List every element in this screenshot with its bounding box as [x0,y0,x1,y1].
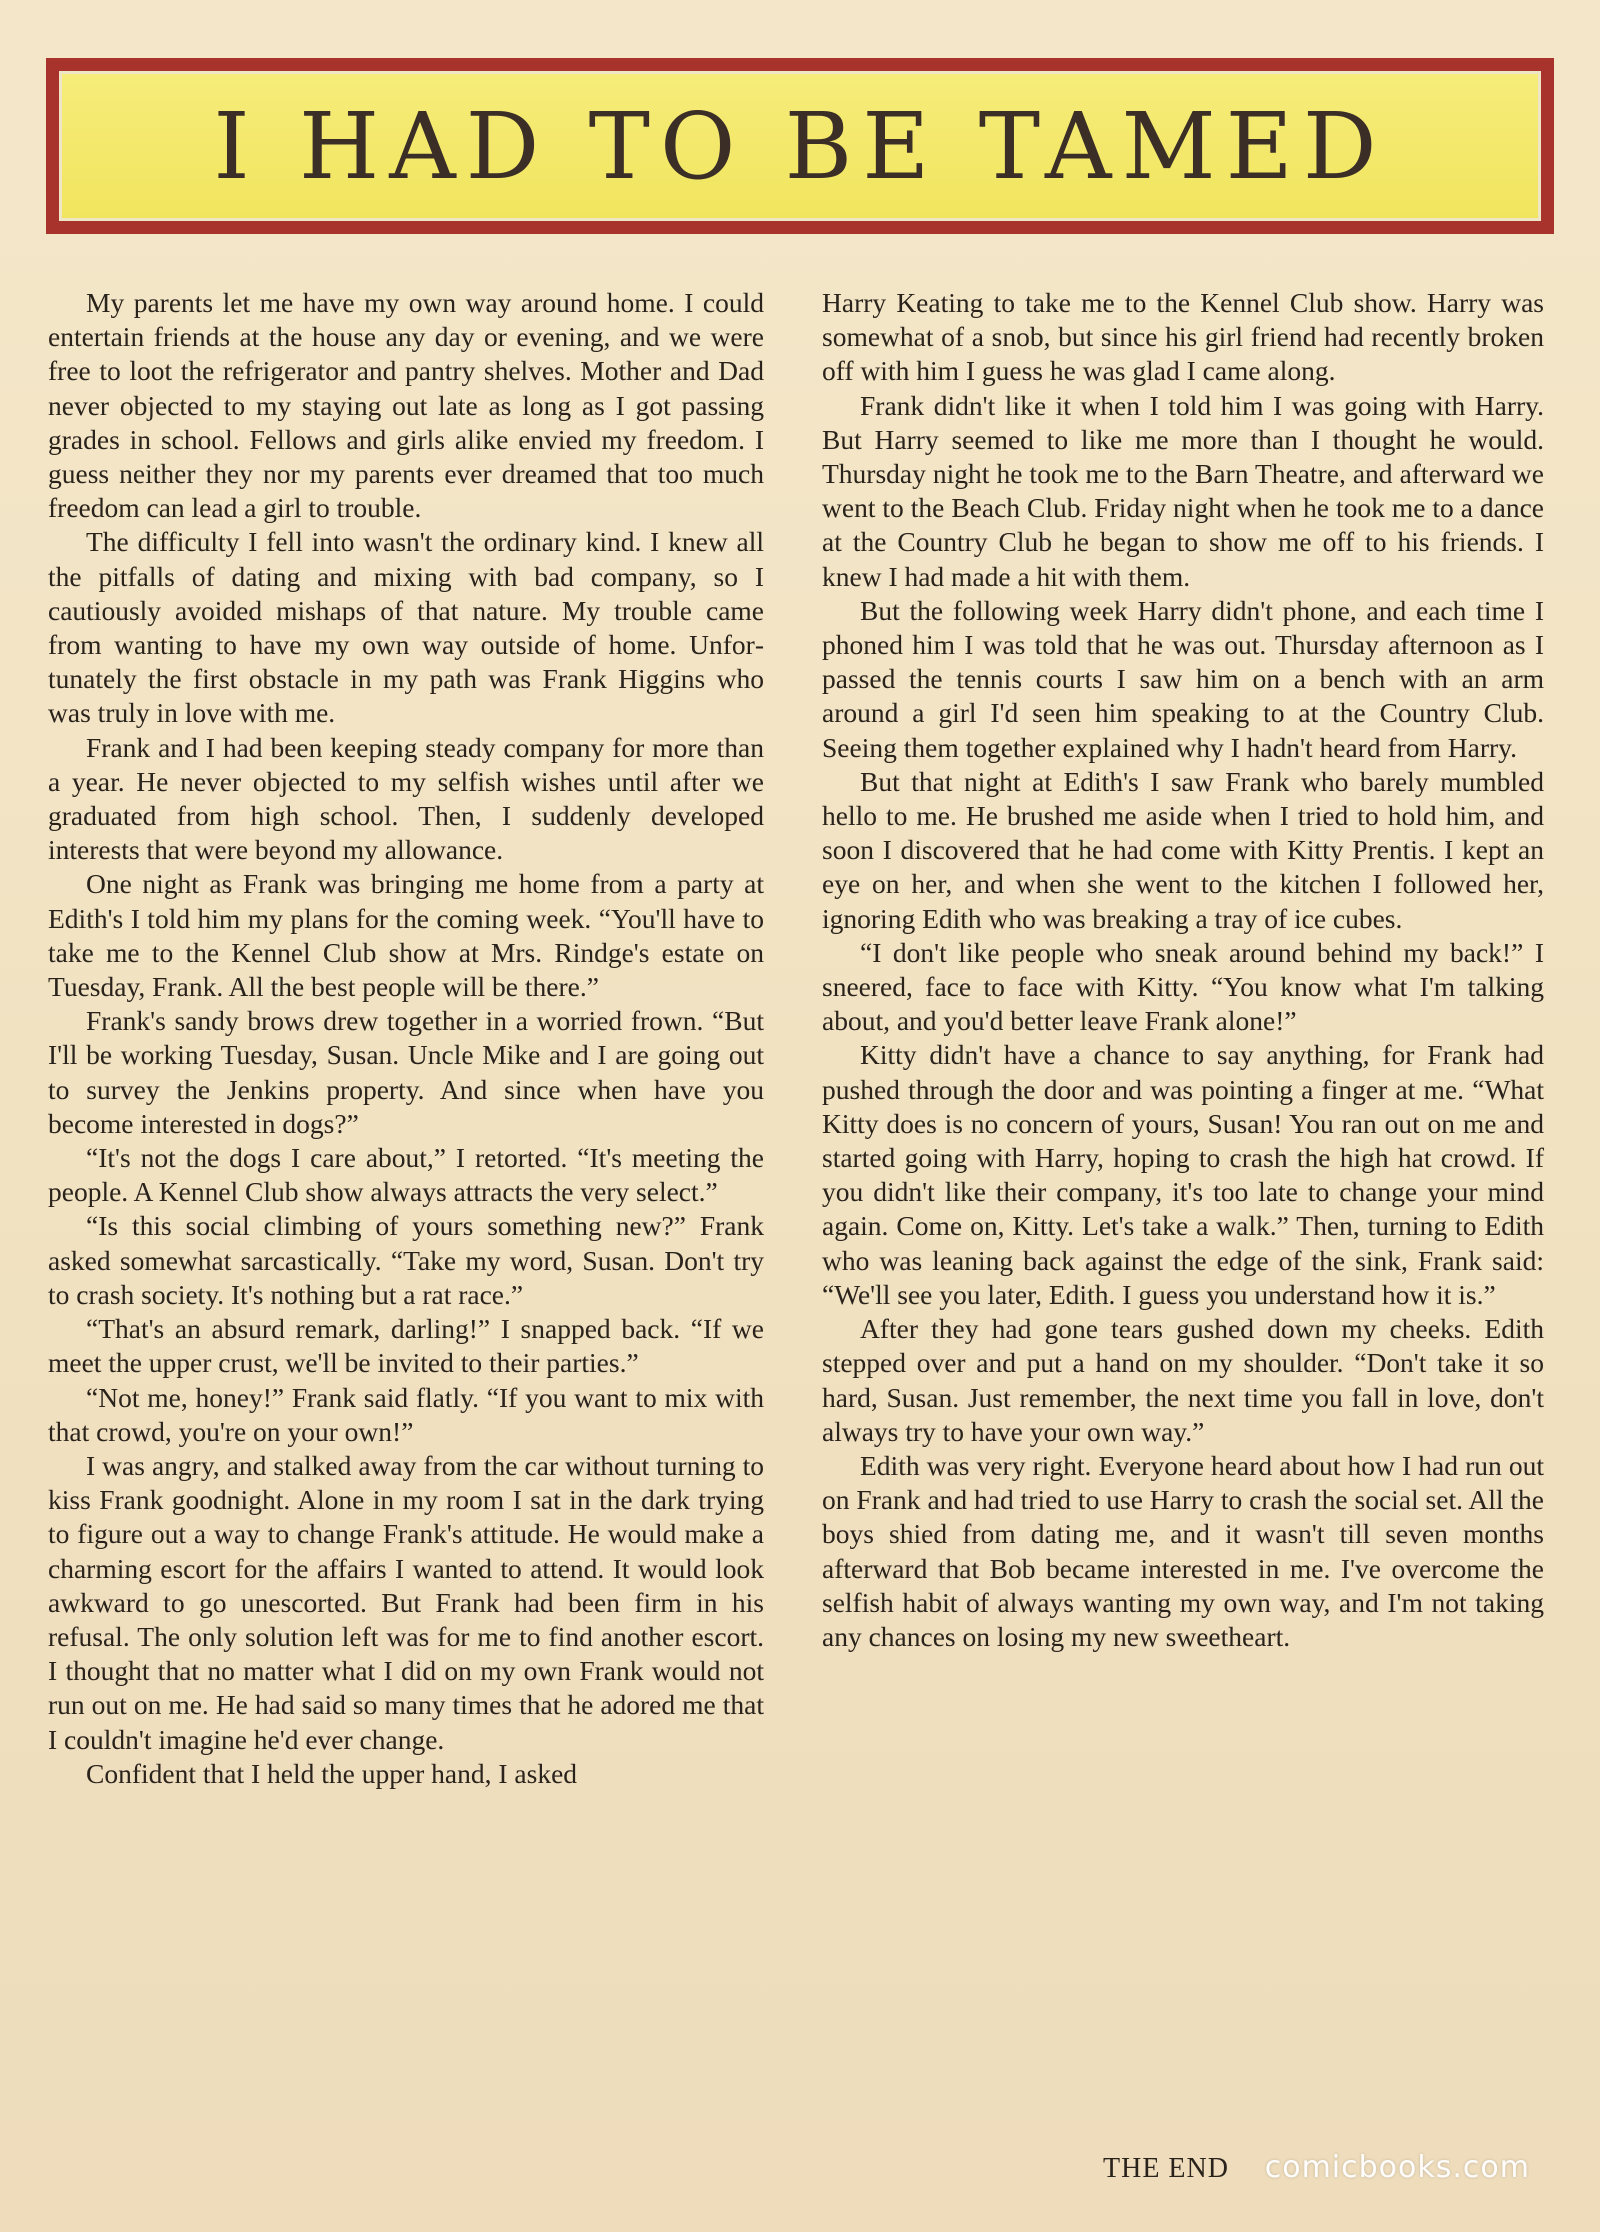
title-banner [46,58,1554,234]
paragraph: Kitty didn't have a chance to say anything, for Frank had pushed through the door and was pointing a finger at me. “What Kitty does is no concern of yours, Susan! You ran out on me and started going with Harry, hoping to crash the high hat crowd. If you didn't like their company, it's too late to change your mind again. Come on, Kitty. Let's take a walk.” Then, turning to Edith who was leaning back against the edge of the sink, Frank said: “We'll see you later, Edith. I guess you understand how it is.” [822,1039,1544,1310]
paragraph: Frank's sandy brows drew together in a worried frown. “But I'll be working Tuesday, Susan. Uncle Mike and I are going out to survey the Jenkins property. And since when have you become interested in dogs?” [48,1005,764,1139]
story-title: I HAD TO BE TAMED [213,92,1387,200]
paragraph: One night as Frank was bringing me home from a party at Edith's I told him my plans for the coming week. “You'll have to take me to the Kennel Club show at Mrs. Rindge's estate on Tuesday, Frank. All the best people will be there.” [48,868,764,1003]
paragraph: “It's not the dogs I care about,” I retorted. “It's meeting the people. A Kennel Club show always attracts the very select.” [48,1142,764,1208]
right-column [822,286,1544,1654]
paragraph: “I don't like people who sneak around behind my back!” I sneered, face to face with Kitty. “You know what I'm talking about, and you'd better leave Frank alone!” [822,936,1544,1037]
paragraph: Edith was very right. Everyone heard about how I had run out on Frank and had tried to use Harry to crash the social set. All the boys shied from dating me, and it wasn't till seven months afterward that Bob became interested in me. I've overcome the selfish habit of always wanting my own way, and I'm not taking any chances on losing my new sweetheart. [822,1449,1544,1652]
paragraph: Confident that I held the upper hand, I asked [86,1757,578,1789]
watermark: comicbooks.com [1264,2150,1530,2185]
paragraph: I was angry, and stalked away from the car without turning to kiss Frank goodnight. Alone in my room I sat in the dark trying to figure out a way to change Frank's attitude. He would make a charming escort for the affairs I wanted to attend. It would look awkward to go unescorted. But Frank had been firm in his refusal. The only solution left was for me to find another escort. I thought that no matter what I did on my own Frank would not run out on me. He had said so many times that he adored me that I couldn't imagine he'd ever change. [48,1449,764,1755]
paragraph: Harry Keating to take me to the Kennel Club show. Harry was somewhat of a snob, but since his girl friend had recently broken off with him I guess he was glad I came along. [822,287,1544,387]
paragraph: “That's an absurd remark, darling!” I snapped back. “If we meet the upper crust, we'll be invited to their parties.” [48,1313,764,1379]
paragraph: “Not me, honey!” Frank said flatly. “If you want to mix with that crowd, you're on your own!” [48,1381,764,1447]
paragraph: The difficulty I fell into wasn't the ordinary kind. I knew all the pitfalls of dating and mixing with bad company, so I cautiously avoided mishaps of that nature. My trouble came from wanting to have my own way outside of home. Unfortunately the first obstacle in my path was Frank Higgins who was truly in love with me. [48,526,764,729]
paragraph: But that night at Edith's I saw Frank who barely mumbled hello to me. He brushed me aside when I tried to hold him, and soon I discovered that he had come with Kitty Prentis. I kept an eye on her, and when she went to the kitchen I followed her, ignoring Edith who was breaking a tray of ice cubes. [822,765,1544,934]
paragraph: But the following week Harry didn't phone, and each time I phoned him I was told that he was out. Thursday afternoon as I passed the tennis courts I saw him on a bench with an arm around a girl I'd seen him speaking to at the Country Club. Seeing them together explained why I hadn't heard from Harry. [822,594,1544,763]
the-end-label: THE END [1103,2153,1229,2184]
title-banner-inner [59,71,1541,221]
paragraph: “Is this social climbing of yours something new?” Frank asked somewhat sarcastically. “Take my word, Susan. Don't try to crash society. It's nothing but a rat race.” [48,1210,764,1310]
paragraph: After they had gone tears gushed down my cheeks. Edith stepped over and put a hand on my shoulder. “Don't take it so hard, Susan. Just remember, the next time you fall in love, don't always try to have your own way.” [822,1313,1544,1447]
left-column [48,286,764,1791]
paragraph: My parents let me have my own way around home. I could entertain friends at the house any day or evening, and we were free to loot the refrigerator and pantry shelves. Mother and Dad never objected to my staying out late as long as I got passing grades in school. Fellows and girls alike envied my freedom. I guess neither they nor my parents ever dreamed that too much freedom can lead a girl to trouble. [48,287,764,524]
paragraph: Frank didn't like it when I told him I was going with Harry. But Harry seemed to like me more than I thought he would. Thursday night he took me to the Barn Theatre, and afterward we went to the Beach Club. Friday night when he took me to a dance at the Country Club he began to show me off to his friends. I knew I had made a hit with them. [822,389,1544,592]
paragraph: Frank and I had been keeping steady company for more than a year. He never objected to my selfish wishes until after we graduated from high school. Then, I suddenly developed interests that were beyond my allowance. [48,731,764,866]
